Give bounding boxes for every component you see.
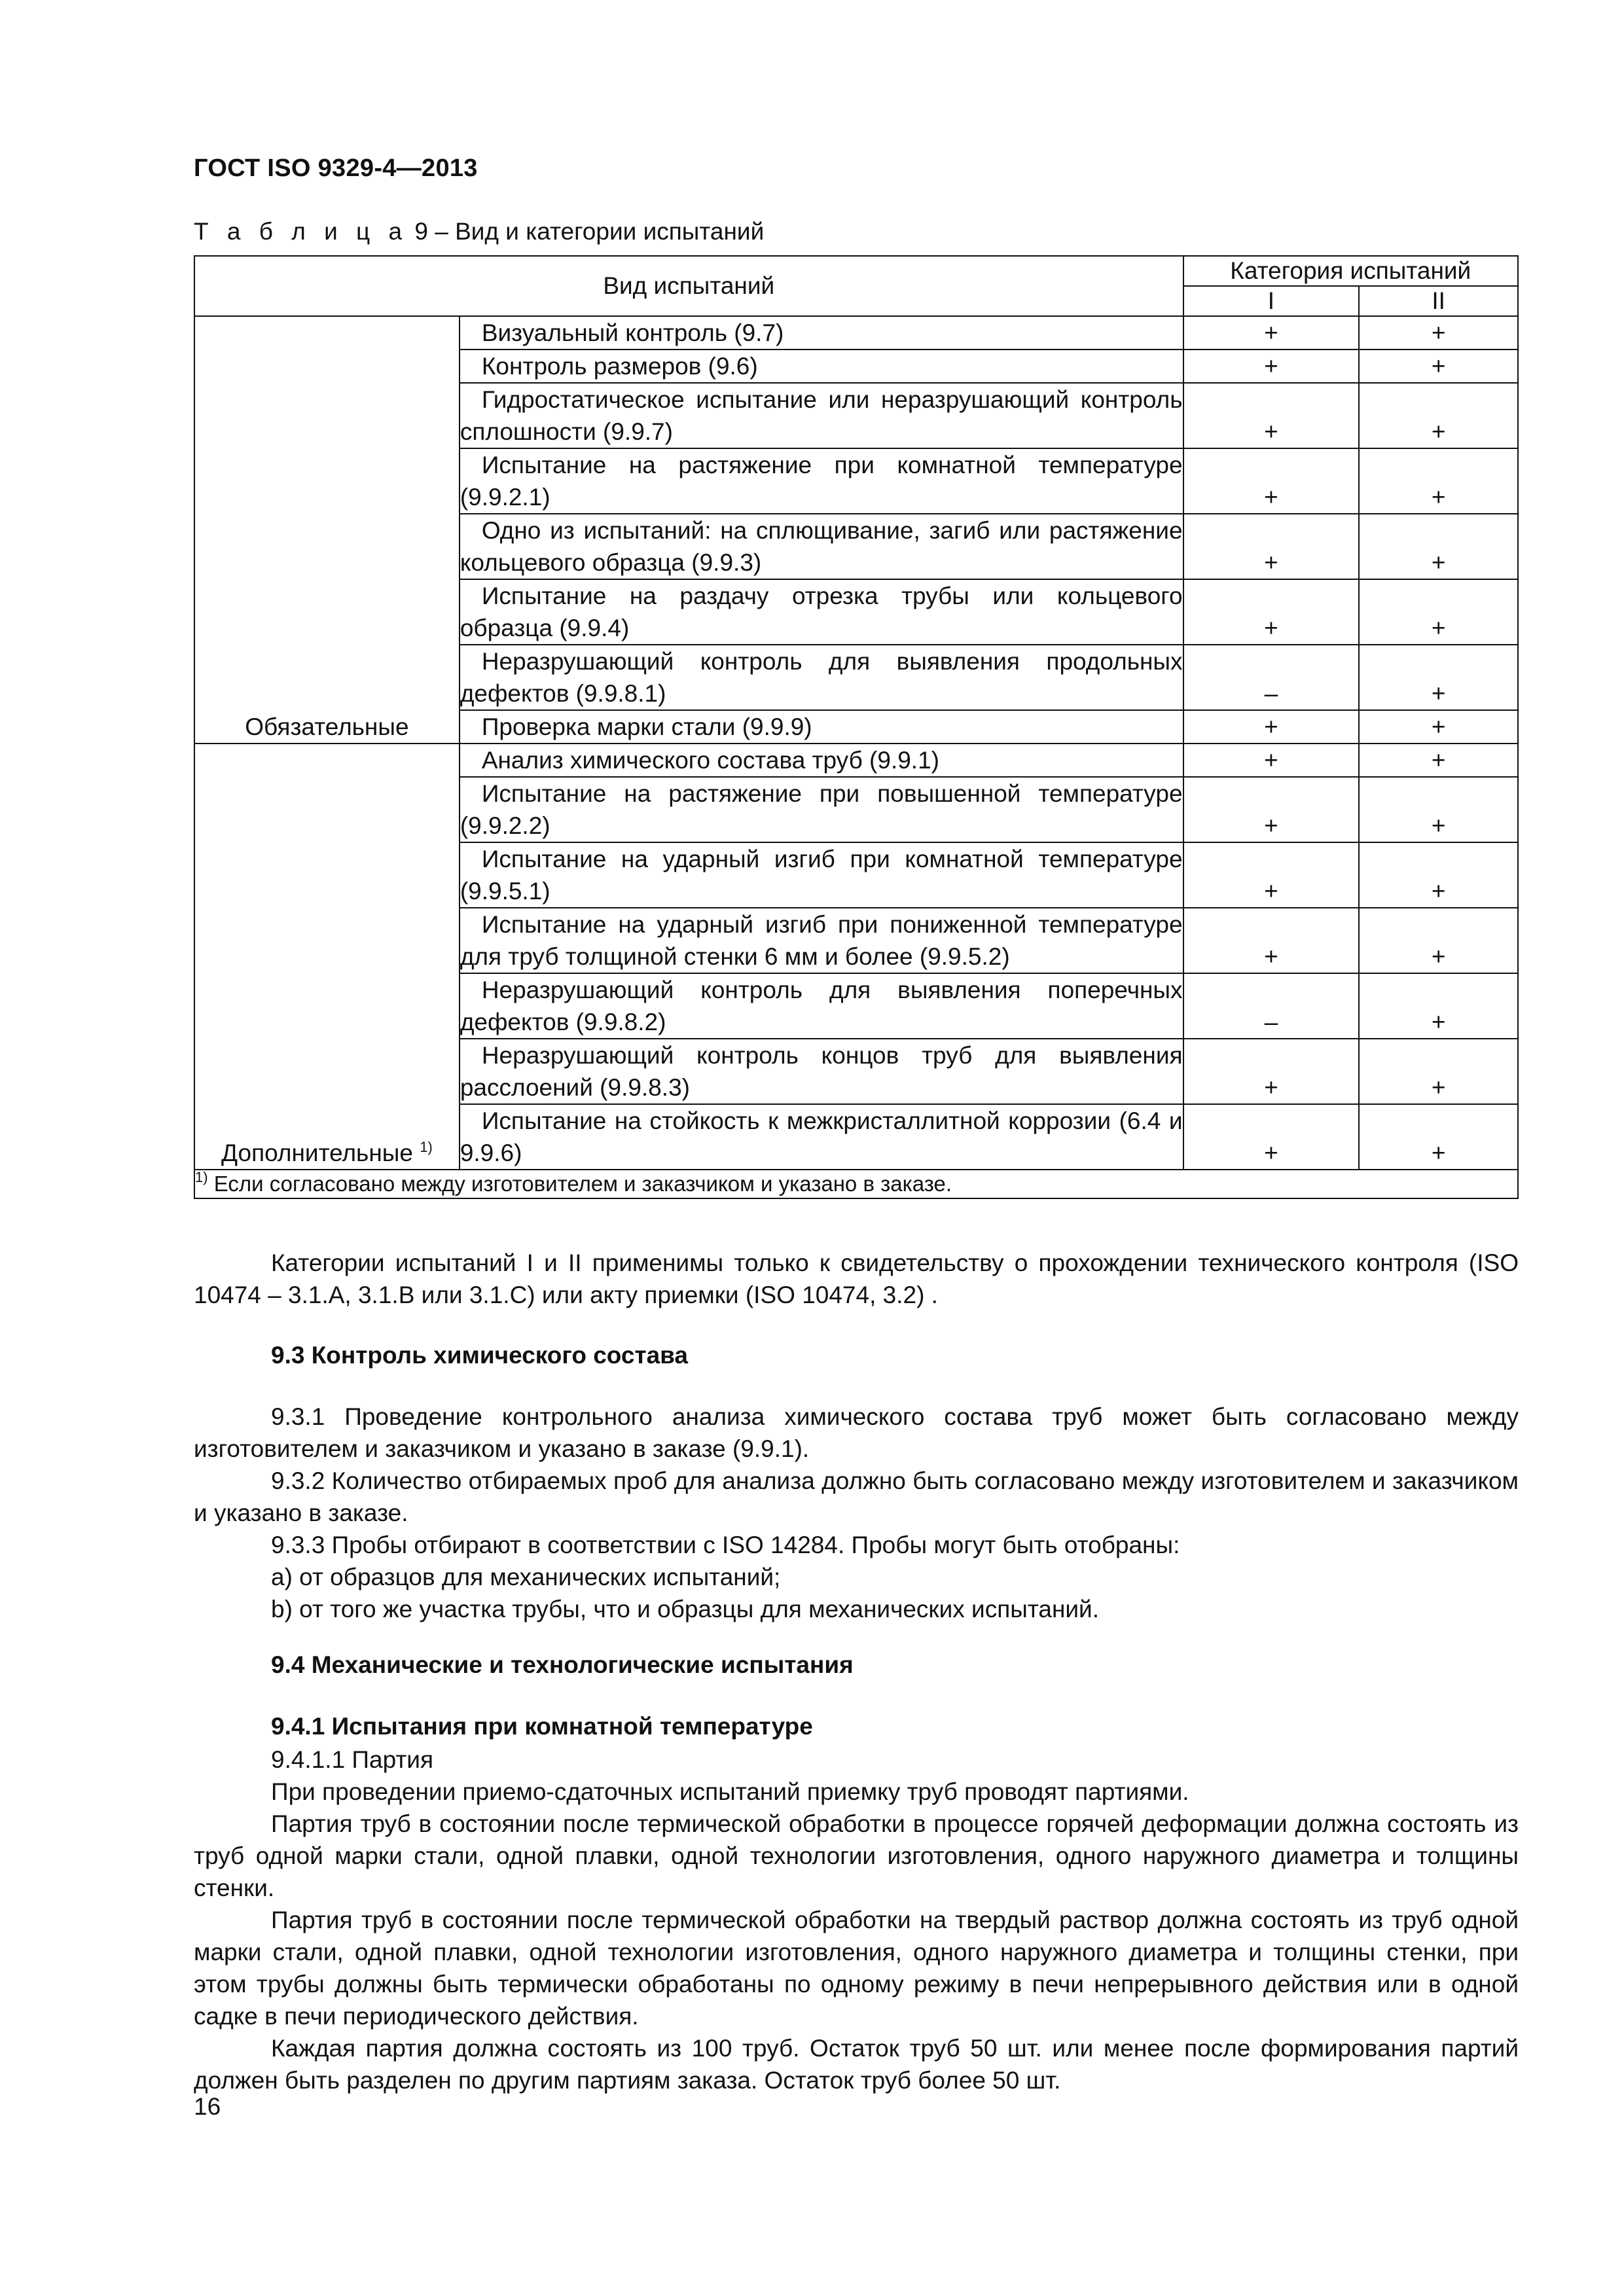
row-cat-1: + (1183, 908, 1360, 973)
group-name-mandatory: Обязательные (194, 316, 460, 744)
row-text: Испытание на раздачу отрезка трубы или кольцевого образца (9.9.4) (460, 579, 1183, 645)
paragraph-9-4-1-1: 9.4.1.1 Партия (271, 1746, 434, 1773)
row-cat-1: + (1183, 383, 1360, 448)
group-name-additional: Дополнительные $^{1)}$ (194, 744, 460, 1170)
heading-9-3: 9.3 Контроль химического состава (271, 1342, 689, 1369)
table-row (194, 744, 1518, 777)
row-cat-1: + (1183, 1039, 1360, 1104)
row-cat-1: + (1183, 777, 1360, 842)
row-text: Неразрушающий контроль для выявления поперечных дефектов (9.9.8.2) (460, 973, 1183, 1039)
footnote-ref: 1) (420, 1139, 433, 1155)
row-cat-1: + (1183, 579, 1360, 645)
row-text: Неразрушающий контроль концов труб для выявления расслоений (9.9.8.3) (460, 1039, 1183, 1104)
row-text: Испытание на стойкость к межкристаллитной коррозии (6.4 и 9.9.6) (460, 1104, 1183, 1170)
row-cat-1: – (1183, 973, 1360, 1039)
heading-9-4: 9.4 Механические и технологические испытания (271, 1651, 854, 1678)
header-category-2: II (1359, 286, 1518, 316)
footnote-mark: 1) (195, 1169, 208, 1185)
row-text: Контроль размеров (9.6) (460, 350, 1183, 383)
row-cat-2: + (1359, 710, 1518, 744)
row-cat-2: + (1359, 383, 1518, 448)
standard-code: ГОСТ ISO 9329-4—2013 (194, 154, 478, 182)
row-cat-2: + (1359, 316, 1518, 350)
row-cat-2: + (1359, 579, 1518, 645)
table-caption (194, 218, 764, 245)
header-category-1: I (1183, 286, 1360, 316)
row-text: Визуальный контроль (9.7) (460, 316, 1183, 350)
paragraph-9-3-3: 9.3.3 Пробы отбирают в соответствии с ISO 14284. Пробы могут быть отобраны: (271, 1532, 1180, 1558)
paragraph-9-3-3-b: b) от того же участка трубы, что и образцы для механических испытаний. (271, 1596, 1100, 1623)
paragraph-batch-2: Партия труб в состоянии после термической обработки в процессе горячей деформации должна состоять из труб одной марки стали, одной плавки, одной технологии изготовления, одного наружного диаметра и толщины стенки. (194, 1810, 1519, 1901)
test-categories-table (194, 255, 1519, 1199)
row-text: Одно из испытаний: на сплющивание, загиб или растяжение кольцевого образца (9.9.3) (460, 514, 1183, 579)
row-cat-2: + (1359, 1104, 1518, 1170)
row-cat-1: + (1183, 710, 1360, 744)
row-text: Проверка марки стали (9.9.9) (460, 710, 1183, 744)
row-cat-2: + (1359, 350, 1518, 383)
page-number: 16 (194, 2093, 221, 2120)
heading-9-4-1: 9.4.1 Испытания при комнатной температуре (271, 1713, 813, 1740)
paragraph-9-3-2: 9.3.2 Количество отбираемых проб для анализа должно быть согласовано между изготовителем и заказчиком и указано в заказе. (194, 1467, 1519, 1526)
row-cat-1: + (1183, 842, 1360, 908)
row-text: Испытание на ударный изгиб при пониженной температуре для труб толщиной стенки 6 мм и более (9.9.5.2) (460, 908, 1183, 973)
row-cat-1: + (1183, 350, 1360, 383)
row-text: Испытание на растяжение при комнатной температуре (9.9.2.1) (460, 448, 1183, 514)
row-cat-2: + (1359, 514, 1518, 579)
table-caption-text: – Вид и категории испытаний (435, 218, 765, 245)
row-cat-1: + (1183, 1104, 1360, 1170)
row-cat-2: + (1359, 777, 1518, 842)
row-text: Испытание на растяжение при повышенной температуре (9.9.2.2) (460, 777, 1183, 842)
row-cat-1: + (1183, 744, 1360, 777)
paragraph-batch-3: Партия труб в состоянии после термической обработки на твердый раствор должна состоять из труб одной марки стали, одной плавки, одной технологии изготовления, одного наружного диаметра и толщины стенки, при этом трубы должны быть термически обработаны по одному режиму в печи непрерывного действия или в одной садке в печи периодического действия. (194, 1907, 1519, 2030)
table-caption-label: Т а б л и ц а (194, 218, 408, 245)
row-cat-1: + (1183, 514, 1360, 579)
table-row (194, 316, 1518, 350)
paragraph-9-3-3-a: а) от образцов для механических испытаний; (271, 1564, 781, 1590)
row-text: Анализ химического состава труб (9.9.1) (460, 744, 1183, 777)
paragraph-9-3-1: 9.3.1 Проведение контрольного анализа химического состава труб может быть согласовано между изготовителем и заказчиком и указано в заказе (9.9.1). (194, 1403, 1519, 1462)
paragraph-batch-4: Каждая партия должна состоять из 100 труб. Остаток труб 50 шт. или менее после формирования партий должен быть разделен по другим партиям заказа. Остаток труб более 50 шт. (194, 2035, 1519, 2094)
row-cat-1: + (1183, 316, 1360, 350)
row-cat-1: – (1183, 645, 1360, 710)
header-test-type: Вид испытаний (194, 256, 1183, 316)
table-body (194, 316, 1518, 1198)
row-text: Неразрушающий контроль для выявления продольных дефектов (9.9.8.1) (460, 645, 1183, 710)
table-footnote-row (194, 1170, 1518, 1198)
row-cat-2: + (1359, 1039, 1518, 1104)
table-caption-number: 9 (414, 218, 428, 245)
paragraph-categories: Категории испытаний I и II применимы только к свидетельству о прохождении технического контроля (ISO 10474 – 3.1.A, 3.1.B или 3.1.C) или акту приемки (ISO 10474, 3.2) . (194, 1249, 1519, 1308)
row-cat-2: + (1359, 908, 1518, 973)
row-cat-2: + (1359, 973, 1518, 1039)
row-cat-2: + (1359, 744, 1518, 777)
paragraph-batch-1: При проведении приемо-сдаточных испытаний приемку труб проводят партиями. (271, 1778, 1189, 1805)
row-cat-2: + (1359, 448, 1518, 514)
row-text: Испытание на ударный изгиб при комнатной температуре (9.9.5.1) (460, 842, 1183, 908)
header-category: Категория испытаний (1183, 256, 1518, 286)
row-cat-2: + (1359, 645, 1518, 710)
row-text: Гидростатическое испытание или неразрушающий контроль сплошности (9.9.7) (460, 383, 1183, 448)
row-cat-1: + (1183, 448, 1360, 514)
row-cat-2: + (1359, 842, 1518, 908)
table-footnote: $^{1)}$ Если согласовано между изготовителем и заказчиком и указано в заказе. (194, 1170, 1518, 1198)
